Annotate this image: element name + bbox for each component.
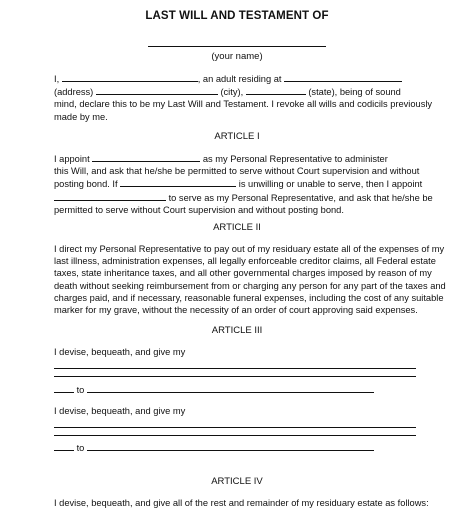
article-4-statement: I devise, bequeath, and give all of the rest and remainder of my residuary estate as follows:	[54, 498, 429, 508]
intro-line-3: mind, declare this to be my Last Will and Testament. I revoke all wills and codicils previously	[54, 99, 433, 110]
article-2-line: taxes, state inheritance taxes, and all other governmental charges imposed by reason of my	[54, 268, 432, 279]
representative-name-blank[interactable]	[92, 152, 200, 162]
article-2-line: marker for my grave, without the necessity of an order of court approving said expenses.	[54, 305, 418, 316]
testator-name-field[interactable]	[148, 46, 326, 47]
intro-line-2: (address) (city), (state), being of sound	[54, 87, 401, 98]
intro-paragraph	[54, 72, 434, 123]
testator-name-blank[interactable]	[62, 72, 198, 82]
article-3-heading: ARTICLE III	[211, 325, 263, 336]
article-2-line: last illness, administration expenses, all legally enforceable creditor claims, all Federal estate	[54, 256, 436, 267]
bequest-1-line-2[interactable]	[54, 376, 416, 377]
article-1-line-1: I appoint as my Personal Representative to administer	[54, 154, 388, 164]
bequest-1-recipient-blank[interactable]	[87, 383, 374, 393]
bequest-2-line-2[interactable]	[54, 435, 416, 436]
article-1-line-2: this Will, and ask that he/she be permitted to serve without Court supervision and without	[54, 166, 420, 177]
article-1-line-4: to serve as my Personal Representative, and ask that he/she be	[54, 191, 434, 204]
bequest-2-line-1[interactable]	[54, 427, 416, 428]
article-1-line-5: permitted to serve without Court supervision and without posting bond.	[54, 204, 344, 215]
devise-statement-1: I devise, bequeath, and give my	[54, 347, 186, 357]
city-blank[interactable]	[96, 85, 218, 95]
to-label: to	[76, 443, 85, 453]
address-blank[interactable]	[284, 72, 402, 82]
name-caption: (your name)	[211, 51, 263, 62]
bequest-1-short-blank[interactable]	[54, 383, 74, 393]
bequest-2-short-blank[interactable]	[54, 441, 74, 451]
document-title: LAST WILL AND TESTAMENT OF	[145, 10, 329, 22]
article-2-heading: ARTICLE II	[213, 222, 261, 233]
bequest-1-recipient-row	[54, 383, 374, 395]
bequest-1-line-1[interactable]	[54, 368, 416, 369]
article-2-paragraph	[54, 243, 446, 316]
bequest-2-recipient-row	[54, 441, 374, 453]
representative-repeat-blank[interactable]	[120, 177, 236, 187]
intro-line-4: made by me.	[54, 111, 108, 122]
bequest-2-recipient-blank[interactable]	[87, 441, 374, 451]
article-1-heading: ARTICLE I	[214, 131, 260, 142]
state-blank[interactable]	[246, 85, 306, 95]
devise-statement-2: I devise, bequeath, and give my	[54, 406, 186, 416]
alternate-representative-blank[interactable]	[54, 191, 166, 201]
article-2-line: I direct my Personal Representative to pay out of my residuary estate all of the expenses of my	[54, 244, 445, 254]
article-2-line: charges paid, and if necessary, reasonable funeral expenses, including the cost of any suitable	[54, 292, 444, 303]
article-2-line: death without seeking reimbursement from or charging any person for any part of the taxes and	[54, 280, 446, 291]
intro-line-1: I, , an adult residing at	[54, 72, 434, 85]
article-4-heading: ARTICLE IV	[211, 476, 263, 487]
article-1-paragraph	[54, 152, 434, 216]
to-label: to	[76, 385, 85, 395]
article-1-line-3: posting bond. If is unwilling or unable to serve, then I appoint	[54, 179, 423, 190]
